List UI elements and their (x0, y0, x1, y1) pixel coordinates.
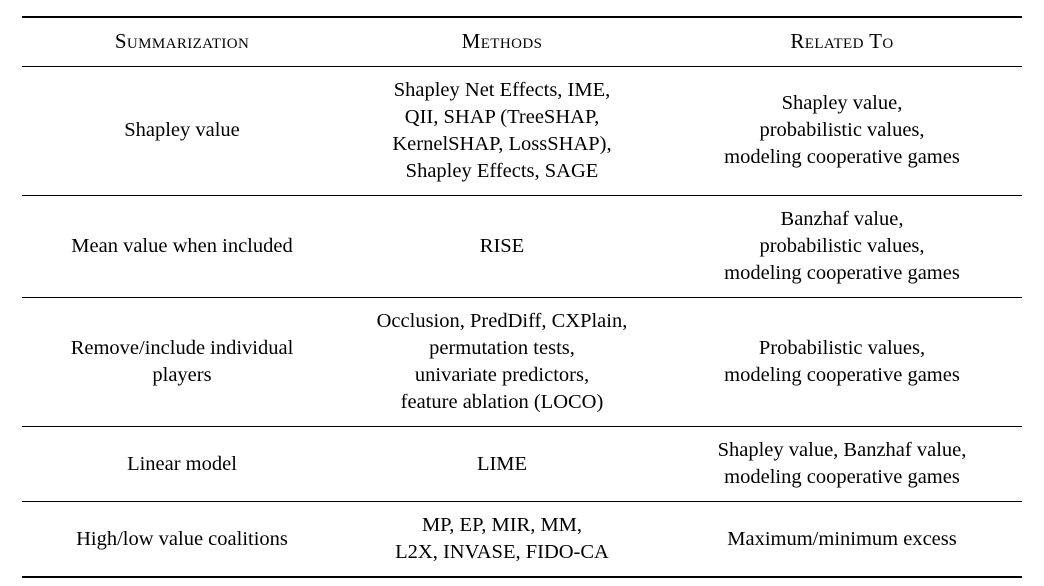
table-header-row (22, 17, 1022, 66)
cell-text: Shapley value (124, 119, 240, 142)
cell-related-to (662, 427, 1022, 502)
cell-text: Occlusion, PredDiff, CXPlain, permutation tests, univariate predictors, feature ablation (LOCO) (376, 310, 628, 414)
cell-methods (342, 195, 662, 297)
cell-text: Shapley value, Banzhaf value, modeling cooperative games (717, 439, 967, 489)
cell-text: RISE (479, 234, 525, 257)
column-header-related-to: Related To (662, 17, 1022, 66)
cell-related-to (662, 195, 1022, 297)
cell-text: Mean value when included (71, 234, 293, 257)
cell-text: MP, EP, MIR, MM, L2X, INVASE, FIDO-CA (395, 514, 609, 564)
cell-text: Remove/include individual players (70, 337, 294, 387)
cell-methods (342, 66, 662, 195)
column-header-summarization: Summarization (22, 17, 342, 66)
table-row (22, 502, 1022, 578)
cell-text: High/low value coalitions (76, 527, 288, 550)
table-row (22, 195, 1022, 297)
cell-methods (342, 298, 662, 427)
column-header-methods: Methods (342, 17, 662, 66)
cell-related-to (662, 502, 1022, 578)
table-body (22, 66, 1022, 577)
table-row (22, 298, 1022, 427)
cell-text: Probabilistic values, modeling cooperative games (724, 337, 960, 387)
cell-text: Shapley Net Effects, IME, QII, SHAP (TreeSHAP, KernelSHAP, LossSHAP), Shapley Effects, SAGE (392, 78, 612, 182)
cell-text: Linear model (127, 452, 237, 475)
cell-related-to (662, 66, 1022, 195)
cell-summarization (22, 66, 342, 195)
cell-summarization (22, 502, 342, 578)
table-header (22, 17, 1022, 66)
cell-text: Shapley value, probabilistic values, modeling cooperative games (724, 92, 960, 169)
cell-methods (342, 502, 662, 578)
cell-related-to (662, 298, 1022, 427)
cell-summarization (22, 195, 342, 297)
summarization-methods-table (22, 16, 1022, 578)
cell-text: LIME (476, 452, 528, 475)
cell-text: Maximum/minimum excess (727, 527, 957, 550)
cell-summarization (22, 298, 342, 427)
cell-summarization (22, 427, 342, 502)
table-row (22, 66, 1022, 195)
cell-methods (342, 427, 662, 502)
table-row (22, 427, 1022, 502)
cell-text: Banzhaf value, probabilistic values, modeling cooperative games (724, 207, 960, 284)
